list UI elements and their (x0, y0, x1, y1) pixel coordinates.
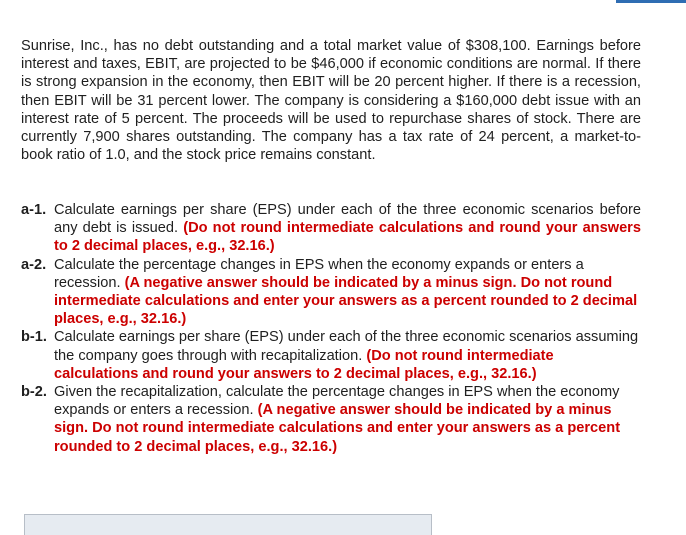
question-number: a-2. (21, 256, 47, 273)
question-text: Given the recapitalization, calculate the percentage changes in EPS when the economy expands or enters a recession. (54, 384, 620, 419)
problem-statement: Sunrise, Inc., has no debt outstanding and a total market value of $308,100. Earnings before interest and taxes, EBIT, are projected to be $46,000 if economic conditions are normal. If there is strong expansion in the economy, then EBIT will be 20 percent higher. If there is a recession, then EBIT will be 31 percent lower. The company is considering a $160,000 debt issue with an interest rate of 5 percent. The proceeds will be used to repurchase shares of stock. There are currently 7,900 shares outstanding. The company has a tax rate of 24 percent, a market-to-book ratio of 1.0, and the stock price remains constant. (21, 38, 641, 164)
question-b1 (21, 328, 641, 383)
question-b2 (21, 383, 641, 456)
answer-panel[interactable] (24, 514, 432, 535)
top-accent-bar (616, 0, 686, 3)
question-body (54, 383, 641, 456)
question-number: b-2. (21, 384, 47, 401)
question-a1 (21, 201, 641, 256)
question-text: Calculate the percentage changes in EPS when the economy expands or enters a recession. (54, 256, 584, 291)
question-hint: (A negative answer should be indicated by a minus sign. Do not round intermediate calculations and enter your answers as a percent rounded to 2 decimal places, e.g., 32.16.) (54, 402, 621, 455)
question-number: a-1. (21, 202, 47, 218)
question-hint: (Do not round intermediate calculations and round your answers to 2 decimal places, e.g., 32.16.) (54, 347, 554, 382)
question-body (54, 256, 641, 329)
question-list (21, 201, 641, 456)
question-hint: (A negative answer should be indicated by a minus sign. Do not round intermediate calculations and enter your answers as a percent rounded to 2 decimal places, e.g., 32.16.) (54, 274, 638, 328)
question-text: Calculate earnings per share (EPS) under each of the three economic scenarios assuming the company goes through with recapitalization. (54, 329, 639, 364)
question-text: Calculate earnings per share (EPS) under each of the three economic scenarios before any debt is issued. (54, 202, 641, 237)
question-hint: (Do not round intermediate calculations and round your answers to 2 decimal places, e.g., 32.16.) (54, 220, 641, 255)
question-body (54, 201, 641, 256)
question-body (54, 328, 641, 383)
question-a2 (21, 256, 641, 329)
question-number: b-1. (21, 329, 47, 346)
